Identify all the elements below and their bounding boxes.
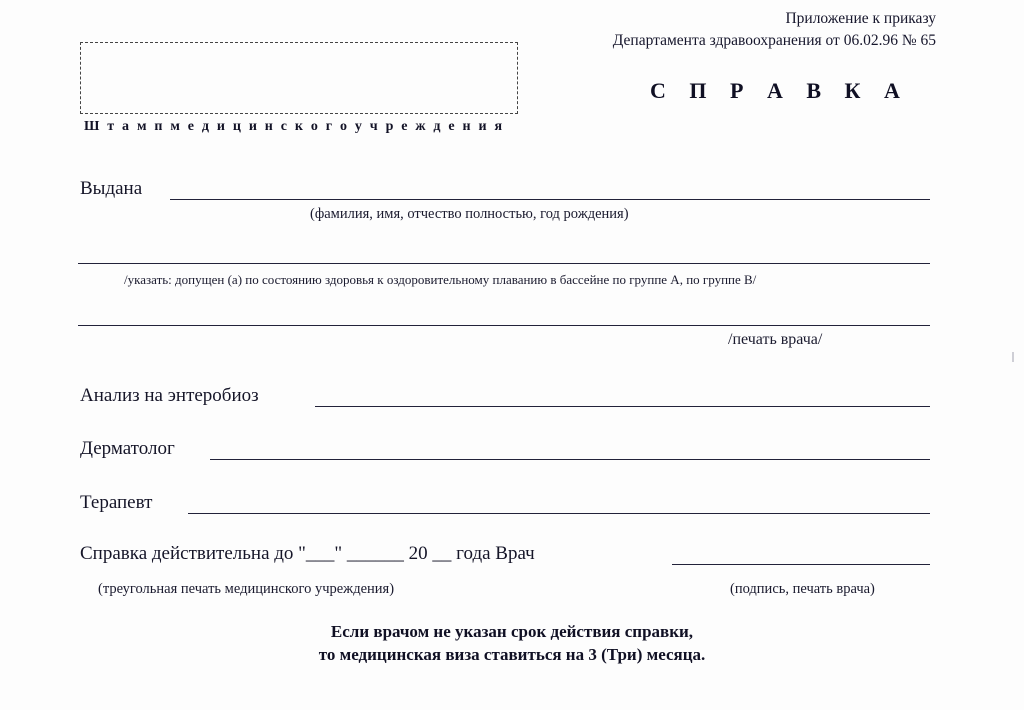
enterobiosis-input[interactable] [315, 406, 930, 407]
issued-to-input[interactable] [170, 199, 930, 200]
stamp-caption: Ш т а м п м е д и ц и н с к о г о у ч р е ж д е н и я [84, 119, 505, 134]
page-title: С П Р А В К А [650, 78, 909, 103]
paper-speck [1012, 352, 1014, 362]
order-reference-line2: Департамента здравоохранения от 06.02.96 № 65 [612, 32, 936, 50]
therapist-input[interactable] [188, 513, 930, 514]
doctor-seal-hint: /печать врача/ [728, 331, 823, 348]
footer-note-line2: то медицинская виза ставиться на 3 (Три) месяца. [318, 645, 706, 664]
order-reference-line1: Приложение к приказу [785, 10, 936, 27]
therapist-label: Терапевт [80, 492, 153, 513]
signature-hint: (подпись, печать врача) [730, 581, 875, 597]
enterobiosis-label: Анализ на энтеробиоз [80, 385, 259, 406]
permission-hint: /указать: допущен (а) по состоянию здоровья к оздоровительному плаванию в бассейне по группе А, по группе В/ [124, 272, 757, 287]
order-reference [613, 8, 936, 53]
validity-doctor-input[interactable] [672, 564, 930, 565]
medical-institution-stamp-box[interactable] [80, 42, 518, 114]
footer-note-line1: Если врачом не указан срок действия справки, [330, 622, 694, 641]
issued-to-label: Выдана [80, 178, 143, 199]
dermatologist-label: Дерматолог [80, 438, 175, 459]
validity-label: Справка действительна до "___" ______ 20 __ года Врач [80, 543, 535, 564]
doctor-seal-input[interactable] [78, 325, 930, 326]
dermatologist-input[interactable] [210, 459, 930, 460]
permission-input[interactable] [78, 263, 930, 264]
issued-to-hint: (фамилия, имя, отчество полностью, год рождения) [310, 206, 629, 222]
triangular-seal-hint: (треугольная печать медицинского учреждения) [98, 581, 395, 597]
